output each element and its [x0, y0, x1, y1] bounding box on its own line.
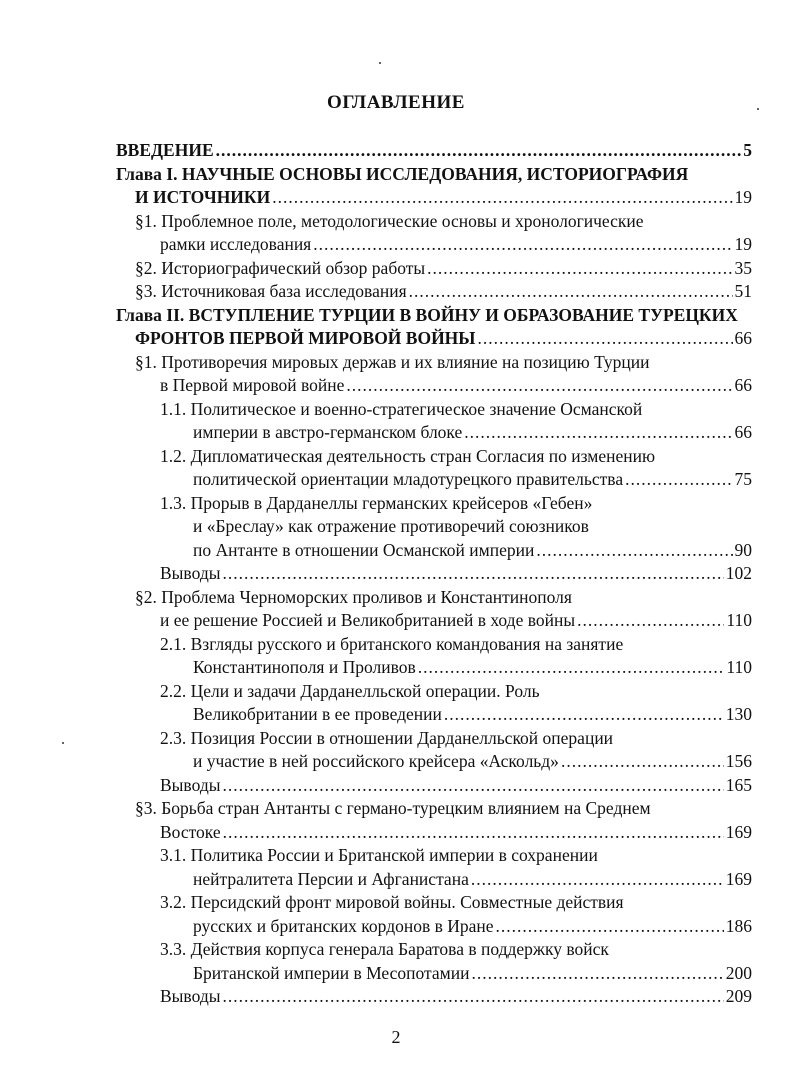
toc-entry-subsection-2-3-cont[interactable]	[0, 750, 792, 774]
table-of-contents	[0, 139, 792, 1009]
toc-entry-section-2-1-cont[interactable]	[0, 374, 792, 398]
toc-page-number: 66	[734, 328, 752, 348]
dot-leader	[223, 821, 724, 845]
toc-entry-text: Глава II. ВСТУПЛЕНИЕ ТУРЦИИ В ВОЙНУ И ОБРАЗОВАНИЕ ТУРЕЦКИХ	[116, 304, 738, 325]
toc-entry-chapter-2-cont[interactable]	[0, 327, 792, 351]
toc-entry-text: §2. Историографический обзор работы	[135, 257, 426, 278]
toc-entry-chapter-2[interactable]	[0, 304, 792, 328]
dot-leader	[464, 421, 732, 445]
dot-leader	[222, 562, 723, 586]
toc-entry-text: Британской империи в Месопотамии	[193, 962, 470, 983]
toc-page-number: 66	[734, 422, 752, 442]
toc-page-number: 169	[725, 821, 752, 842]
toc-entry-text: И ИСТОЧНИКИ	[135, 187, 271, 207]
dot-leader	[216, 139, 742, 163]
dot-leader	[496, 915, 724, 939]
toc-entry-text: и ее решение Россией и Великобританией в ходе войны	[160, 610, 576, 630]
toc-entry-text: Выводы	[160, 986, 221, 1006]
toc-entry-subsection-3-1[interactable]	[0, 844, 792, 868]
toc-entry-subsection-1-3[interactable]	[0, 492, 792, 516]
toc-entry-text: Выводы	[160, 563, 221, 583]
toc-entry-text: империи в австро-германском блоке	[193, 422, 463, 442]
toc-page-number: 200	[725, 962, 752, 983]
dot-leader	[409, 280, 733, 304]
toc-page-number: 186	[725, 915, 752, 936]
toc-page-number: 156	[725, 751, 752, 771]
toc-entry-chapter-1[interactable]	[0, 163, 792, 187]
dot-leader	[313, 233, 732, 257]
toc-entry-text: ФРОНТОВ ПЕРВОЙ МИРОВОЙ ВОЙНЫ	[135, 328, 476, 348]
toc-entry-text: политической ориентации младотурецкого правительства	[193, 469, 624, 489]
toc-entry-text: 2.1. Взгляды русского и британского командования на занятие	[160, 633, 624, 654]
toc-entry-subsection-3-2-cont[interactable]	[0, 915, 792, 939]
toc-entry-subsection-1-3-cont[interactable]	[0, 539, 792, 563]
dot-leader	[577, 609, 724, 633]
toc-entry-text: 3.3. Действия корпуса генерала Баратова в поддержку войск	[160, 939, 609, 959]
dot-leader	[222, 985, 723, 1009]
toc-page-number: 165	[725, 774, 752, 795]
dot-leader	[222, 774, 723, 798]
toc-entry-text: ВВЕДЕНИЕ	[116, 140, 214, 160]
toc-entry-conclusions-2-1[interactable]	[0, 562, 792, 586]
toc-entry-section-2-3[interactable]	[0, 797, 792, 821]
toc-page-number: 209	[725, 986, 752, 1006]
toc-page-number: 110	[726, 610, 752, 630]
toc-entry-section-2-2-cont[interactable]	[0, 609, 792, 633]
scan-speck	[379, 62, 381, 64]
dot-leader	[418, 656, 725, 680]
toc-page-number: 90	[734, 539, 752, 560]
toc-entry-subsection-3-2[interactable]	[0, 891, 792, 915]
toc-entry-text: §3. Источниковая база исследования	[135, 281, 407, 301]
toc-entry-text: и участие в ней российского крейсера «Аскольд»	[193, 751, 559, 771]
toc-entry-subsection-1-1-cont[interactable]	[0, 421, 792, 445]
toc-entry-text: §1. Проблемное поле, методологические основы и хронологические	[135, 210, 644, 231]
toc-entry-text: 3.1. Политика России и Британской империи в сохранении	[160, 845, 598, 865]
toc-entry-text: §1. Противоречия мировых держав и их влияние на позицию Турции	[135, 351, 650, 372]
toc-page-number: 5	[743, 140, 752, 160]
toc-entry-subsection-1-1[interactable]	[0, 398, 792, 422]
dot-leader	[471, 962, 723, 986]
toc-page-number: 110	[726, 657, 752, 677]
toc-entry-text: Выводы	[160, 774, 221, 795]
page-title: ОГЛАВЛЕНИЕ	[327, 92, 465, 113]
toc-entry-section-2-1[interactable]	[0, 351, 792, 375]
toc-entry-subsection-3-3[interactable]	[0, 938, 792, 962]
toc-entry-subsection-2-3[interactable]	[0, 727, 792, 751]
toc-entry-text: русских и британских кордонов в Иране	[193, 915, 494, 936]
toc-entry-subsection-2-2[interactable]	[0, 680, 792, 704]
page-number: 2	[391, 1027, 401, 1047]
toc-entry-text: Глава I. НАУЧНЫЕ ОСНОВЫ ИССЛЕДОВАНИЯ, ИСТОРИОГРАФИЯ	[116, 163, 689, 184]
toc-entry-subsection-1-2-cont[interactable]	[0, 468, 792, 492]
toc-entry-text: 2.2. Цели и задачи Дарданелльской операции. Роль	[160, 680, 540, 701]
toc-entry-section-2-2[interactable]	[0, 586, 792, 610]
toc-entry-section-1-2[interactable]	[0, 257, 792, 281]
toc-entry-subsection-3-1-cont[interactable]	[0, 868, 792, 892]
toc-entry-section-1-1[interactable]	[0, 210, 792, 234]
toc-entry-text: 2.3. Позиция России в отношении Дарданелльской операции	[160, 727, 614, 748]
toc-entry-section-1-1-cont[interactable]	[0, 233, 792, 257]
toc-page-number: 66	[734, 375, 752, 395]
dot-leader	[444, 703, 724, 727]
dot-leader	[427, 257, 732, 281]
toc-entry-text: и «Бреслау» как отражение противоречий союзников	[193, 516, 589, 536]
toc-page-number: 19	[734, 187, 752, 207]
dot-leader	[272, 186, 732, 210]
toc-entry-conclusions-2-2[interactable]	[0, 774, 792, 798]
toc-page-number: 75	[734, 469, 752, 489]
toc-entry-text: в Первой мировой войне	[160, 375, 345, 395]
dot-leader	[477, 327, 732, 351]
toc-entry-subsection-1-3-cont[interactable]	[0, 515, 792, 539]
toc-entry-text: 1.2. Дипломатическая деятельность стран Согласия по изменению	[160, 445, 656, 466]
toc-entry-text: 1.1. Политическое и военно-стратегическое значение Османской	[160, 398, 643, 419]
dot-leader	[346, 374, 732, 398]
toc-page-number: 19	[734, 234, 752, 254]
toc-entry-text: Великобритании в ее проведении	[193, 704, 442, 724]
toc-page-number: 130	[725, 704, 752, 724]
toc-page-number: 102	[725, 563, 752, 583]
toc-entry-section-1-3[interactable]	[0, 280, 792, 304]
toc-entry-subsection-1-2[interactable]	[0, 445, 792, 469]
toc-entry-subsection-2-1-cont[interactable]	[0, 656, 792, 680]
toc-entry-text: нейтралитета Персии и Афганистана	[193, 868, 469, 889]
toc-entry-introduction[interactable]	[0, 139, 792, 163]
toc-entry-text: §3. Борьба стран Антанты с германо-турецким влиянием на Среднем	[135, 798, 651, 818]
toc-entry-text: рамки исследования	[160, 234, 312, 254]
dot-leader	[625, 468, 732, 492]
dot-leader	[471, 868, 724, 892]
toc-entry-section-2-3-cont[interactable]	[0, 821, 792, 845]
dot-leader	[536, 539, 732, 563]
toc-entry-conclusions-2-3[interactable]	[0, 985, 792, 1009]
toc-page-number: 35	[734, 257, 752, 278]
toc-entry-text: 3.2. Персидский фронт мировой войны. Совместные действия	[160, 892, 624, 912]
toc-entry-text: Востоке	[160, 821, 221, 842]
toc-entry-text: 1.3. Прорыв в Дарданеллы германских крейсеров «Гебен»	[160, 492, 593, 513]
toc-page-number: 51	[734, 281, 752, 301]
toc-entry-subsection-3-3-cont[interactable]	[0, 962, 792, 986]
toc-entry-text: §2. Проблема Черноморских проливов и Константинополя	[135, 586, 572, 607]
toc-page-number: 169	[725, 868, 752, 889]
toc-entry-subsection-2-1[interactable]	[0, 633, 792, 657]
toc-entry-text: Константинополя и Проливов	[193, 657, 416, 677]
dot-leader	[561, 750, 724, 774]
toc-entry-subsection-2-2-cont[interactable]	[0, 703, 792, 727]
toc-entry-text: по Антанте в отношении Османской империи	[193, 539, 535, 560]
toc-entry-chapter-1-cont[interactable]	[0, 186, 792, 210]
